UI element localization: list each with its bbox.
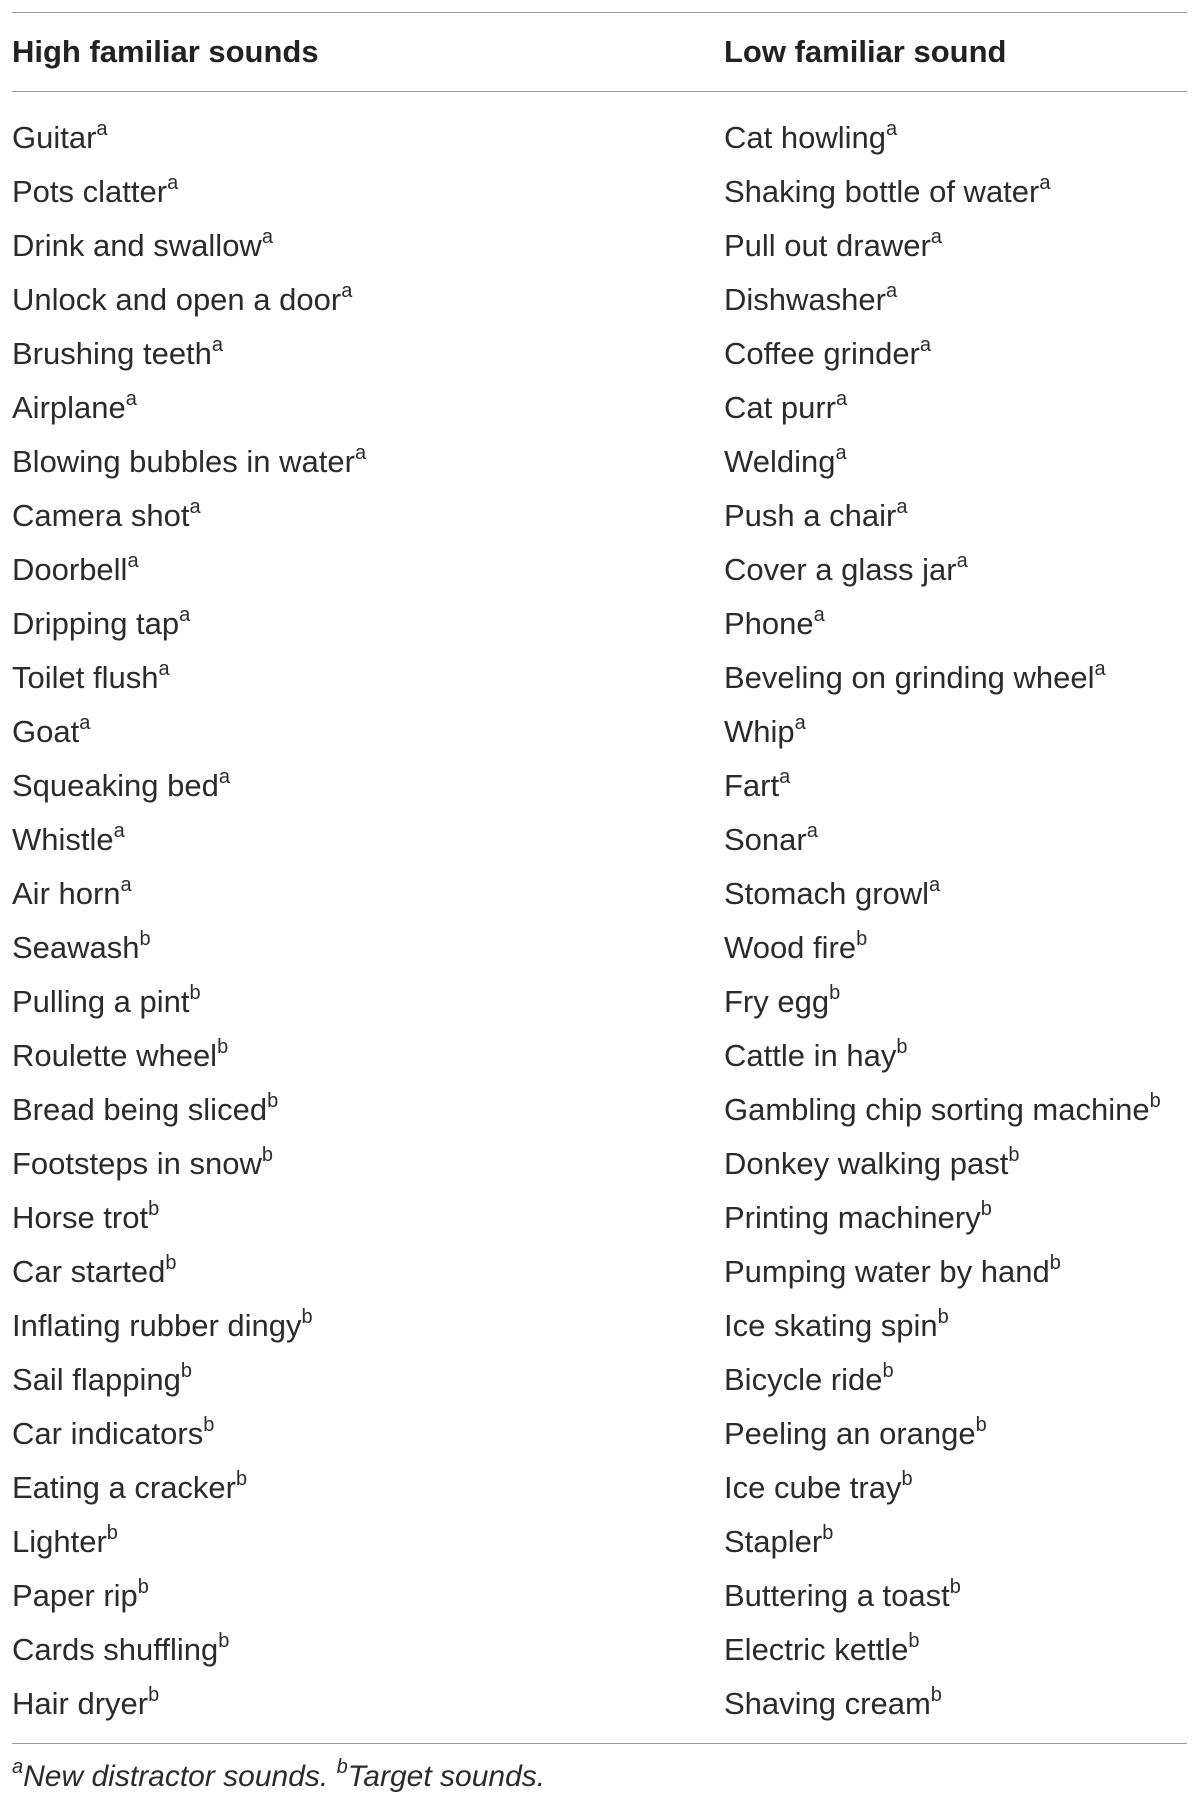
table-row — [12, 111, 1187, 165]
sound-name: Car indicators — [12, 1416, 204, 1451]
sound-name: Cat howling — [724, 120, 886, 155]
sound-name: Toilet flush — [12, 660, 159, 695]
footnote-mark: b — [1008, 1144, 1020, 1166]
high-familiar-cell — [12, 1254, 724, 1290]
table-row — [12, 597, 1187, 651]
high-familiar-cell — [12, 1470, 724, 1506]
high-familiar-cell — [12, 120, 724, 156]
low-familiar-cell — [724, 228, 1187, 264]
sound-name: Roulette wheel — [12, 1038, 218, 1073]
sound-name: Sail flapping — [12, 1362, 181, 1397]
table-row — [12, 1137, 1187, 1191]
footnote-mark: b — [261, 1144, 273, 1166]
sound-name: Dripping tap — [12, 606, 180, 641]
table-row — [12, 1191, 1187, 1245]
sound-name: Hair dryer — [12, 1686, 149, 1721]
footnote-mark: b — [908, 1630, 920, 1652]
footnote-mark: b — [822, 1522, 834, 1544]
sound-name: Ice cube tray — [724, 1470, 902, 1505]
sound-name: Whip — [724, 714, 795, 749]
table-row — [12, 1569, 1187, 1623]
table-row — [12, 1299, 1187, 1353]
table-row — [12, 327, 1187, 381]
sound-name: Cat purr — [724, 390, 836, 425]
table-row — [12, 1029, 1187, 1083]
footnote-mark: b — [165, 1252, 177, 1274]
table-row — [12, 1083, 1187, 1137]
table-row — [12, 273, 1187, 327]
high-familiar-cell — [12, 498, 724, 534]
footnote-mark: b — [896, 1036, 908, 1058]
high-familiar-cell — [12, 1146, 724, 1182]
low-familiar-cell — [724, 768, 1187, 804]
sound-name: Stapler — [724, 1524, 823, 1559]
low-familiar-cell — [724, 876, 1187, 912]
low-familiar-cell — [724, 1254, 1187, 1290]
low-familiar-cell — [724, 1200, 1187, 1236]
low-familiar-cell — [724, 1308, 1187, 1344]
sound-name: Dishwasher — [724, 282, 886, 317]
high-familiar-cell — [12, 444, 724, 480]
high-familiar-cell — [12, 390, 724, 426]
high-familiar-cell — [12, 1362, 724, 1398]
sound-name: Stomach growl — [724, 876, 930, 911]
footnote-mark: b — [856, 928, 868, 950]
high-familiar-cell — [12, 876, 724, 912]
sound-name: Doorbell — [12, 552, 128, 587]
table-row — [12, 489, 1187, 543]
sound-name: Pull out drawer — [724, 228, 931, 263]
sound-name: Coffee grinder — [724, 336, 920, 371]
sound-name: Beveling on grinding wheel — [724, 660, 1095, 695]
low-familiar-cell — [724, 1578, 1187, 1614]
sound-name: Shaking bottle of water — [724, 174, 1040, 209]
table-row — [12, 651, 1187, 705]
low-familiar-cell — [724, 1038, 1187, 1074]
sounds-table — [12, 12, 1187, 1794]
footnote-mark: b — [218, 1630, 230, 1652]
high-familiar-cell — [12, 930, 724, 966]
footnote-mark: a — [779, 766, 791, 788]
sound-name: Electric kettle — [724, 1632, 909, 1667]
footnote-mark: a — [354, 442, 367, 464]
sound-name: Ice skating spin — [724, 1308, 938, 1343]
sound-name: Blowing bubbles in water — [12, 444, 355, 479]
table-footnote — [12, 1756, 1187, 1794]
sound-name: Car started — [12, 1254, 166, 1289]
footnote-mark: a — [835, 388, 848, 410]
sound-name: Horse trot — [12, 1200, 149, 1235]
sound-name: Push a chair — [724, 498, 897, 533]
footnote-mark: a — [1094, 658, 1106, 680]
footnote-mark: b — [217, 1036, 229, 1058]
table-row — [12, 543, 1187, 597]
footnote-mark: a — [96, 118, 108, 140]
table-row — [12, 435, 1187, 489]
footnote-mark: a — [341, 280, 353, 302]
high-familiar-cell — [12, 768, 724, 804]
sound-name: Wood fire — [724, 930, 857, 965]
footnote-mark: b — [930, 1684, 942, 1706]
low-familiar-cell — [724, 930, 1187, 966]
low-familiar-cell — [724, 606, 1187, 642]
footnote-b-mark: b — [336, 1756, 348, 1778]
sound-name: Buttering a toast — [724, 1578, 950, 1613]
low-familiar-cell — [724, 1146, 1187, 1182]
sound-name: Cattle in hay — [724, 1038, 897, 1073]
footnote-mark: b — [236, 1468, 248, 1490]
high-familiar-cell — [12, 1416, 724, 1452]
sound-name: Bread being sliced — [12, 1092, 268, 1127]
sound-name: Gambling chip sorting machine — [724, 1092, 1150, 1127]
low-familiar-cell — [724, 1686, 1187, 1722]
sound-name: Phone — [724, 606, 814, 641]
high-familiar-cell — [12, 1038, 724, 1074]
table-row — [12, 1353, 1187, 1407]
footnote-a-text: New distractor sounds. — [23, 1760, 329, 1793]
sound-name: Whistle — [12, 822, 114, 857]
high-familiar-cell — [12, 174, 724, 210]
high-familiar-cell — [12, 1308, 724, 1344]
footnote-mark: b — [106, 1522, 118, 1544]
footnote-mark: a — [885, 118, 898, 140]
sound-name: Cards shuffling — [12, 1632, 219, 1667]
header-high-familiar: High familiar sounds — [12, 34, 319, 69]
low-familiar-cell — [724, 282, 1187, 318]
table-row — [12, 1623, 1187, 1677]
sound-name: Sonar — [724, 822, 807, 857]
high-familiar-cell — [12, 1632, 724, 1668]
footnote-mark: b — [949, 1576, 961, 1598]
table-row — [12, 219, 1187, 273]
low-familiar-cell — [724, 444, 1187, 480]
footnote-mark: a — [885, 280, 898, 302]
footnote-mark: a — [167, 172, 179, 194]
low-familiar-cell — [724, 498, 1187, 534]
footnote-mark: b — [148, 1198, 160, 1220]
high-familiar-cell — [12, 282, 724, 318]
footnote-b-text: Target sounds. — [347, 1760, 546, 1793]
footnote-mark: b — [301, 1306, 313, 1328]
footnote-mark: b — [829, 982, 841, 1004]
footnote-mark: a — [189, 496, 201, 518]
low-familiar-cell — [724, 174, 1187, 210]
low-familiar-cell — [724, 984, 1187, 1020]
sound-name: Welding — [724, 444, 836, 479]
bottom-rule — [12, 1743, 1187, 1744]
sound-name: Bicycle ride — [724, 1362, 883, 1397]
footnote-mark: a — [179, 604, 191, 626]
high-familiar-cell — [12, 660, 724, 696]
high-familiar-cell — [12, 336, 724, 372]
high-familiar-cell — [12, 1578, 724, 1614]
sound-name: Shaving cream — [724, 1686, 931, 1721]
footnote-mark: b — [180, 1360, 193, 1382]
sound-name: Brushing teeth — [12, 336, 212, 371]
table-row — [12, 381, 1187, 435]
high-familiar-cell — [12, 552, 724, 588]
table-row — [12, 921, 1187, 975]
table-row — [12, 165, 1187, 219]
footnote-mark: b — [267, 1090, 279, 1112]
sound-name: Drink and swallow — [12, 228, 262, 263]
sound-name: Lighter — [12, 1524, 107, 1559]
footnote-mark: b — [139, 928, 151, 950]
sound-name: Pumping water by hand — [724, 1254, 1050, 1289]
footnote-mark: b — [980, 1198, 992, 1220]
high-familiar-cell — [12, 606, 724, 642]
low-familiar-cell — [724, 336, 1187, 372]
footnote-mark: b — [148, 1684, 160, 1706]
footnote-mark: a — [120, 874, 132, 896]
table-body — [12, 92, 1187, 1743]
footnote-a-mark: a — [12, 1756, 24, 1778]
low-familiar-cell — [724, 1524, 1187, 1560]
footnote-mark: a — [79, 712, 91, 734]
footnote-mark: a — [794, 712, 806, 734]
footnote-mark: a — [218, 766, 230, 788]
table-row — [12, 813, 1187, 867]
sound-name: Guitar — [12, 120, 97, 155]
footnote-mark: a — [806, 820, 818, 842]
sound-name: Donkey walking past — [724, 1146, 1009, 1181]
sound-name: Airplane — [12, 390, 126, 425]
footnote-mark: a — [930, 226, 942, 248]
low-familiar-cell — [724, 1092, 1187, 1128]
sound-name: Camera shot — [12, 498, 190, 533]
low-familiar-cell — [724, 660, 1187, 696]
high-familiar-cell — [12, 822, 724, 858]
sound-name: Inflating rubber dingy — [12, 1308, 302, 1343]
sound-name: Unlock and open a door — [12, 282, 342, 317]
high-familiar-cell — [12, 984, 724, 1020]
footnote-mark: a — [919, 334, 932, 356]
sound-name: Air horn — [12, 876, 121, 911]
footnote-mark: a — [1039, 172, 1051, 194]
low-familiar-cell — [724, 552, 1187, 588]
low-familiar-cell — [724, 822, 1187, 858]
high-familiar-cell — [12, 1092, 724, 1128]
footnote-mark: a — [113, 820, 125, 842]
low-familiar-cell — [724, 1362, 1187, 1398]
sound-name: Seawash — [12, 930, 140, 965]
high-familiar-cell — [12, 1200, 724, 1236]
table-row — [12, 975, 1187, 1029]
low-familiar-cell — [724, 1470, 1187, 1506]
low-familiar-cell — [724, 714, 1187, 750]
footnote-mark: b — [1149, 1090, 1161, 1112]
sound-name: Paper rip — [12, 1578, 138, 1613]
footnote-mark: a — [835, 442, 847, 464]
sound-name: Peeling an orange — [724, 1416, 976, 1451]
footnote-mark: b — [937, 1306, 949, 1328]
sound-name: Squeaking bed — [12, 768, 219, 803]
footnote-mark: b — [901, 1468, 913, 1490]
table-row — [12, 1245, 1187, 1299]
sound-name: Printing machinery — [724, 1200, 981, 1235]
table-row — [12, 1407, 1187, 1461]
high-familiar-cell — [12, 228, 724, 264]
footnote-mark: b — [137, 1576, 149, 1598]
footnote-mark: a — [125, 388, 137, 410]
sound-name: Goat — [12, 714, 80, 749]
sound-name: Fart — [724, 768, 780, 803]
sound-name: Pots clatter — [12, 174, 168, 209]
sound-name: Eating a cracker — [12, 1470, 236, 1505]
low-familiar-cell — [724, 390, 1187, 426]
low-familiar-cell — [724, 120, 1187, 156]
header-low-familiar: Low familiar sound — [724, 34, 1007, 69]
footnote-mark: b — [975, 1414, 987, 1436]
table-header-row — [12, 13, 1187, 91]
footnote-mark: a — [261, 226, 273, 248]
footnote-mark: a — [211, 334, 224, 356]
sound-name: Pulling a pint — [12, 984, 190, 1019]
footnote-mark: a — [813, 604, 825, 626]
high-familiar-cell — [12, 714, 724, 750]
sound-name: Fry egg — [724, 984, 830, 1019]
low-familiar-cell — [724, 1416, 1187, 1452]
high-familiar-cell — [12, 1686, 724, 1722]
sound-name: Footsteps in snow — [12, 1146, 262, 1181]
footnote-mark: a — [929, 874, 941, 896]
footnote-mark: a — [956, 550, 968, 572]
table-row — [12, 867, 1187, 921]
footnote-mark: b — [189, 982, 201, 1004]
table-row — [12, 1677, 1187, 1731]
table-row — [12, 1515, 1187, 1569]
footnote-mark: b — [1049, 1252, 1061, 1274]
footnote-mark: a — [127, 550, 139, 572]
high-familiar-cell — [12, 1524, 724, 1560]
footnote-mark: a — [158, 658, 170, 680]
low-familiar-cell — [724, 1632, 1187, 1668]
table-row — [12, 1461, 1187, 1515]
table-row — [12, 759, 1187, 813]
table-row — [12, 705, 1187, 759]
footnote-mark: b — [882, 1360, 894, 1382]
footnote-mark: a — [896, 496, 908, 518]
footnote-mark: b — [203, 1414, 215, 1436]
sound-name: Cover a glass jar — [724, 552, 957, 587]
